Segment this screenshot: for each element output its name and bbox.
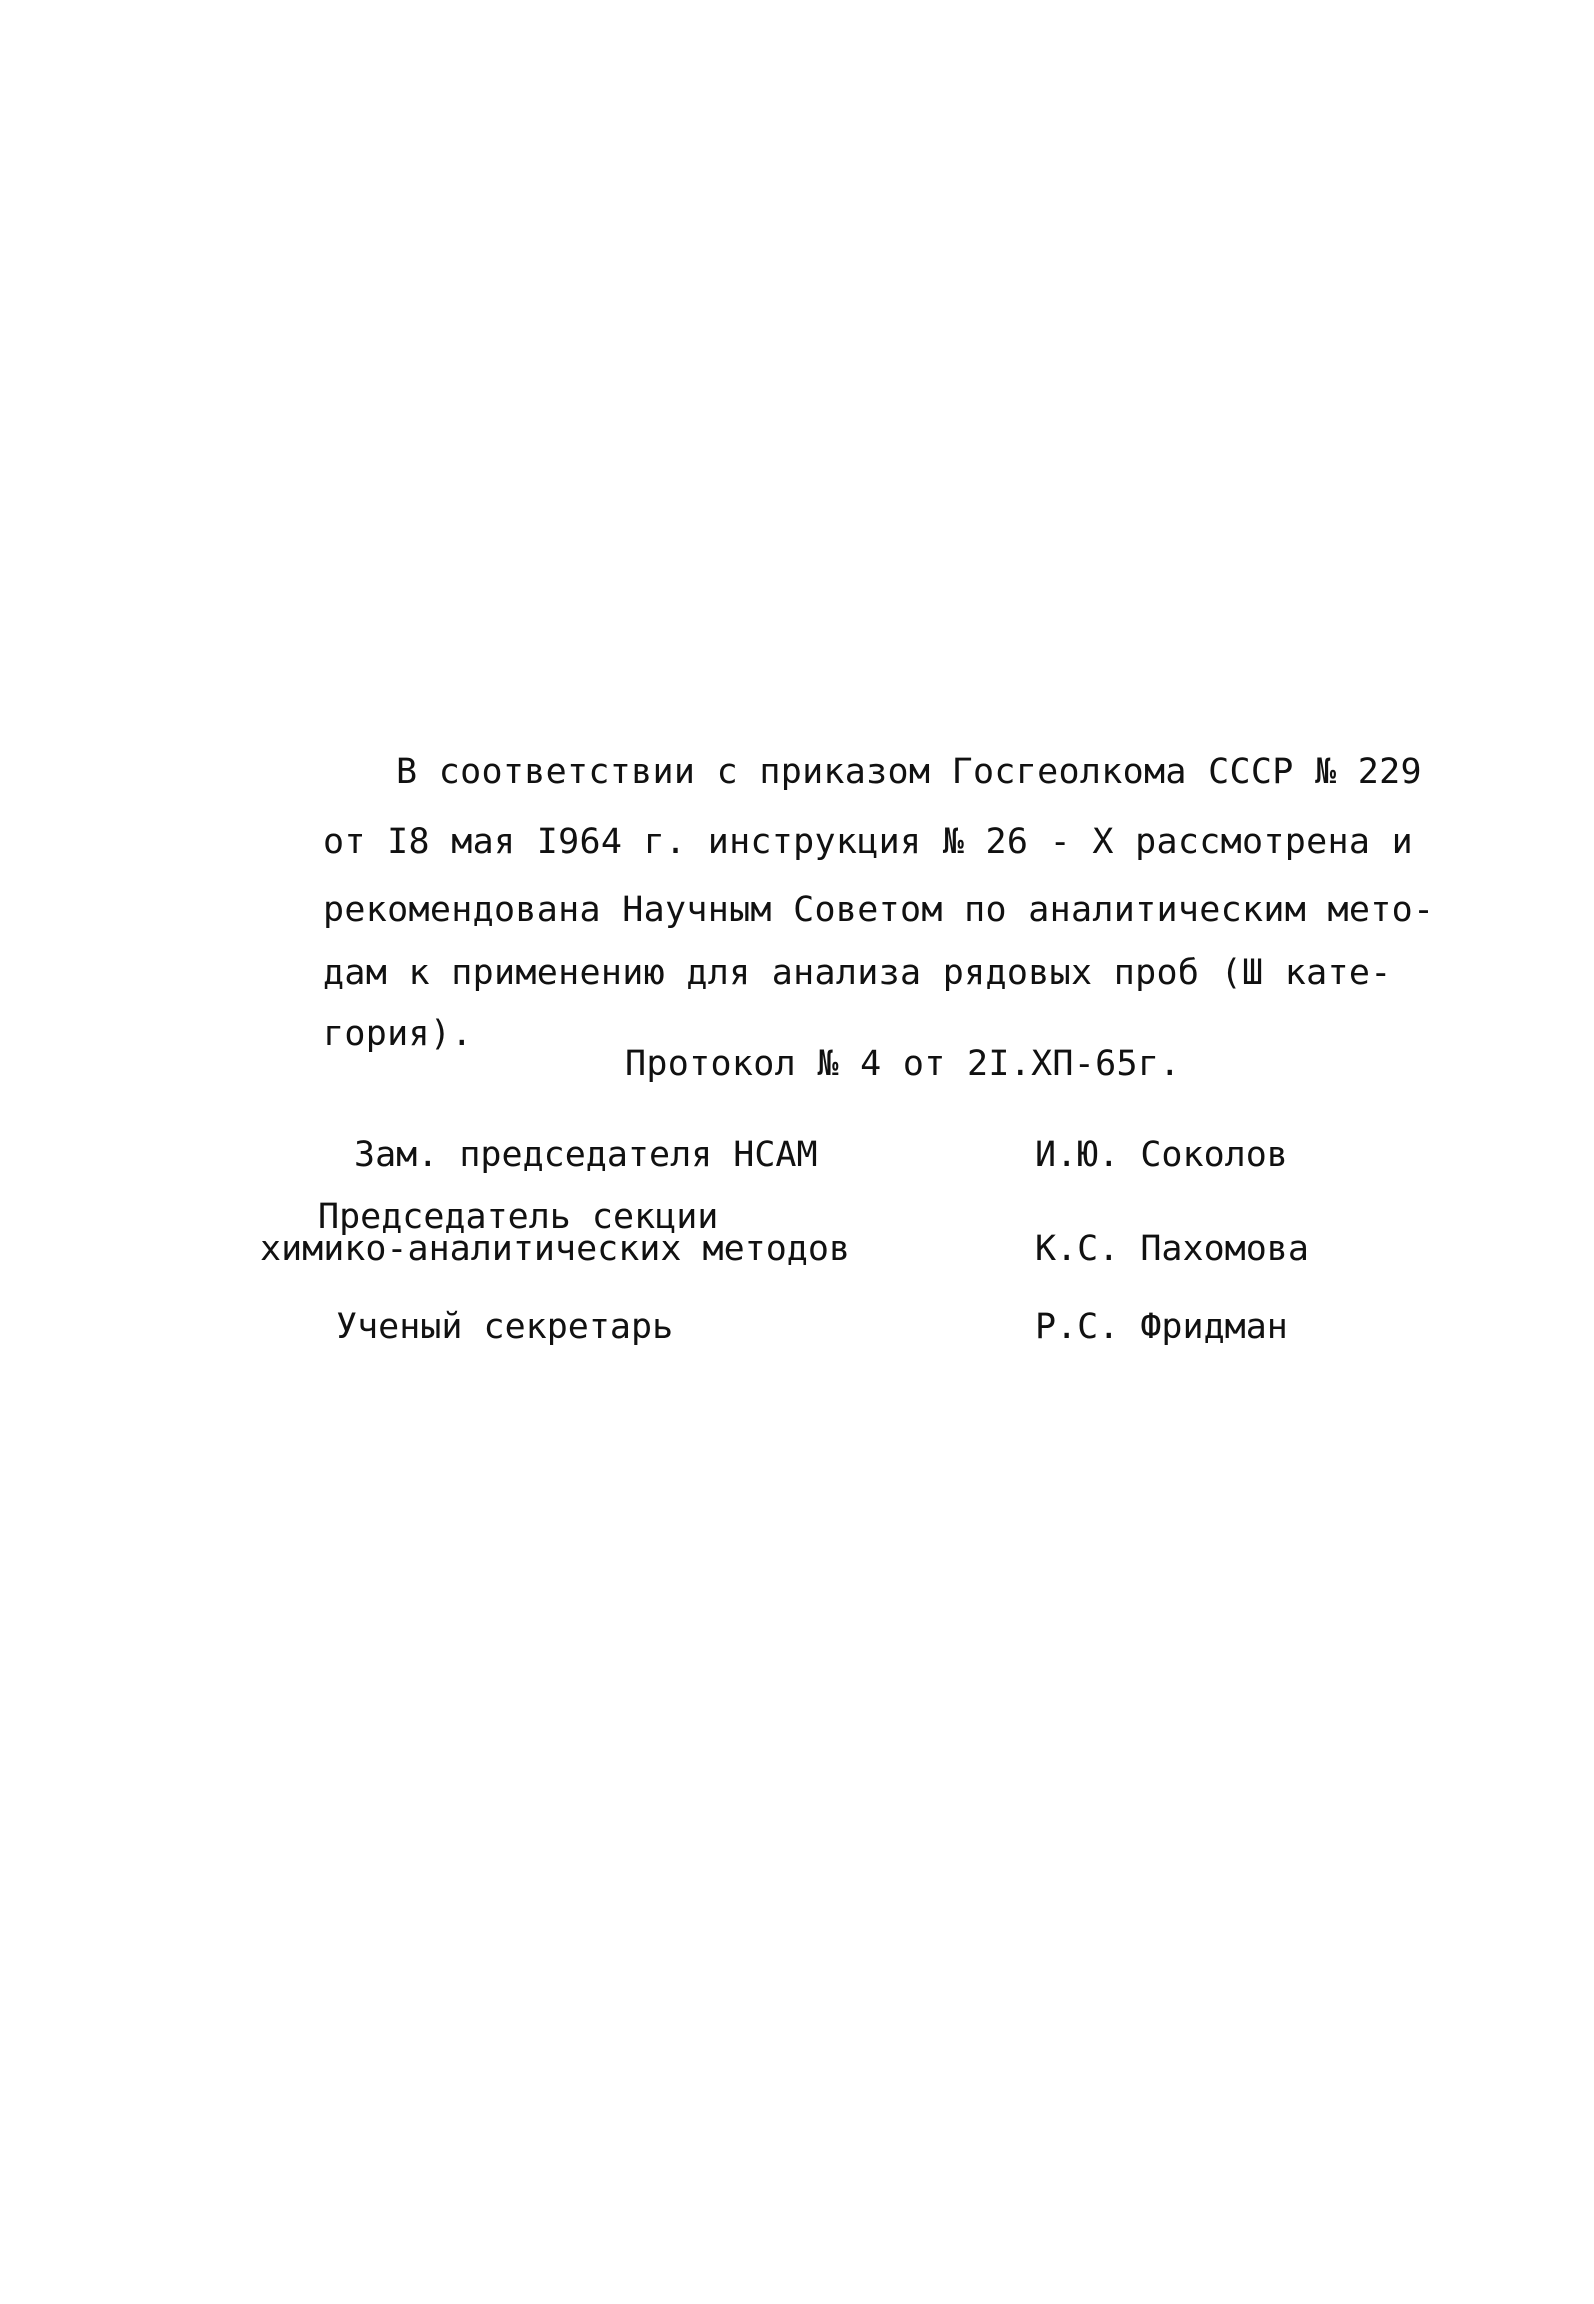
paragraph-line: от I8 мая I964 г. инструкция № 26 - X рассмотрена и [323,822,1413,862]
signature-name: К.С. Пахомова [1035,1229,1309,1269]
signature-role: Ученый секретарь [336,1307,674,1347]
signature-name: Р.С. Фридман [1035,1307,1288,1347]
paragraph-line: В соответствии с приказом Госгеолкома СССР № 229 [396,752,1422,792]
signature-role: Председатель секции [318,1197,719,1237]
signature-role: химико-аналитических методов [260,1229,851,1269]
protocol-reference: Протокол № 4 от 2I.XП-65г. [625,1044,1181,1084]
signature-role: Зам. председателя НСАМ [354,1135,818,1175]
paragraph-line: рекомендована Научным Советом по аналитическим мето- [323,890,1435,930]
paragraph-line: гория). [323,1014,473,1054]
paragraph-line: дам к применению для анализа рядовых проб (Ш кате- [323,953,1392,993]
signature-name: И.Ю. Соколов [1035,1135,1288,1175]
